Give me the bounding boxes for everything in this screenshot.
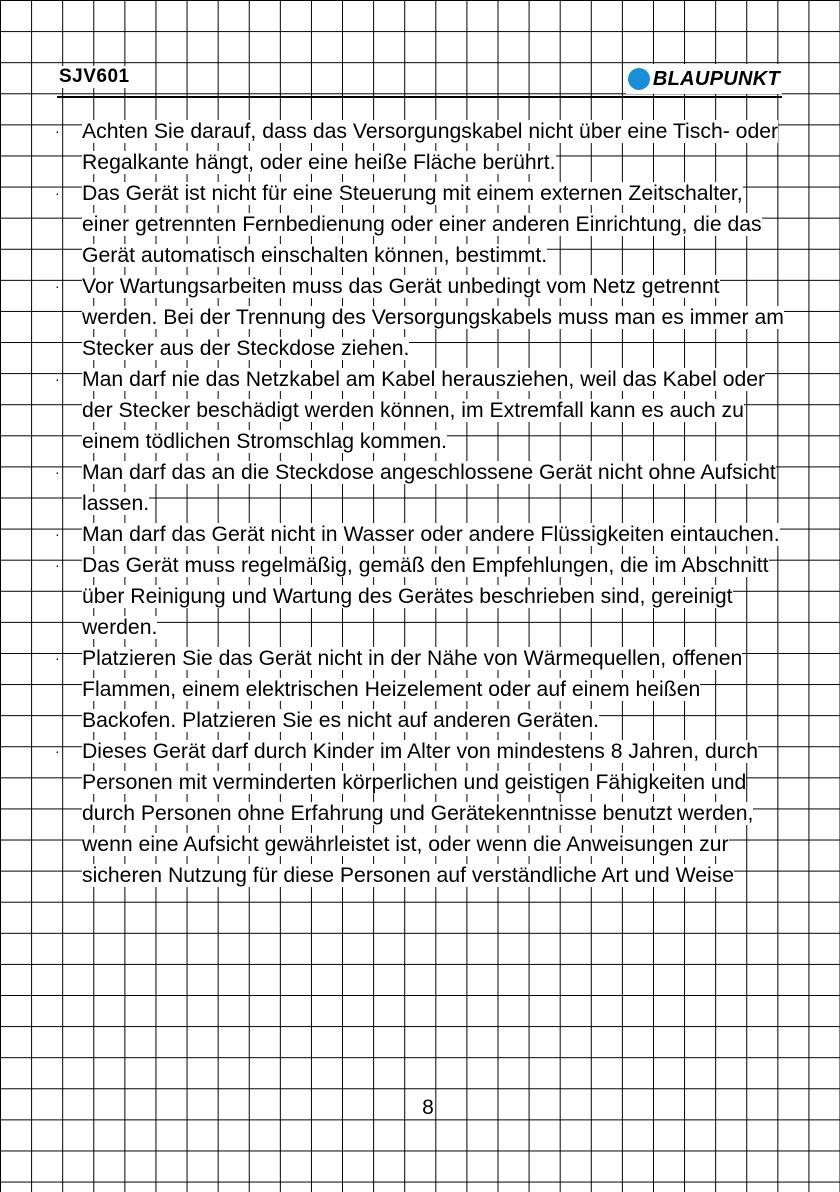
bullet-mark: · [55, 650, 60, 666]
list-item-text: Dieses Gerät darf durch Kinder im Alter von mindestens 8 Jahren, durch Personen mit verminderten körperlichen und geistigen Fähigkeiten und durch Personen ohne Erfahrung und Gerätekenntnisse benutzt werden, wenn eine Aufsicht gewährleistet ist, oder wenn die Anweisungen zur sicheren Nutzung für diese Personen auf verständliche Art und Weise [82, 740, 758, 887]
bullet-mark: · [55, 557, 60, 573]
bullet-mark: · [55, 123, 60, 139]
list-item-text: Platzieren Sie das Gerät nicht in der Nähe von Wärmequellen, offenen Flammen, einem elektrischen Heizelement oder auf einem heißen Backofen. Platzieren Sie es nicht auf anderen Geräten. [82, 647, 743, 732]
page-header [57, 64, 782, 98]
list-item [55, 457, 790, 519]
list-item-text: Man darf das an die Steckdose angeschlossene Gerät nicht ohne Aufsicht lassen. [82, 461, 776, 515]
list-item [55, 364, 790, 457]
list-item-text: Vor Wartungsarbeiten muss das Gerät unbedingt vom Netz getrennt werden. Bei der Trennung des Versorgungskabels muss man es immer am Stecker aus der Steckdose ziehen. [82, 275, 784, 360]
list-item [55, 178, 790, 271]
safety-instructions-list [55, 116, 790, 891]
brand-name: BLAUPUNKT [652, 67, 780, 90]
model-number: SJV601 [59, 66, 130, 87]
bullet-mark: · [55, 526, 60, 542]
list-item-text: Achten Sie darauf, dass das Versorgungskabel nicht über eine Tisch- oder Regalkante hängt, oder eine heiße Fläche berührt. [82, 120, 779, 174]
list-item-text: Das Gerät ist nicht für eine Steuerung mit einem externen Zeitschalter, einer getrennten Fernbedienung oder einer anderen Einrichtung, die das Gerät automatisch einschalten können, bestimmt. [82, 182, 762, 267]
bullet-mark: · [55, 278, 60, 294]
list-item [55, 271, 790, 364]
bullet-mark: · [55, 185, 60, 201]
bullet-mark: · [55, 743, 60, 759]
brand-logo [626, 64, 782, 94]
list-item [55, 116, 790, 178]
list-item-text: Das Gerät muss regelmäßig, gemäß den Empfehlungen, die im Abschnitt über Reinigung und Wartung des Gerätes beschrieben sind, gereinigt werden. [82, 554, 769, 639]
brand-dot-icon [628, 68, 650, 90]
list-item [55, 736, 790, 891]
page-number: 8 [422, 1096, 434, 1119]
bullet-mark: · [55, 464, 60, 480]
list-item-text: Man darf nie das Netzkabel am Kabel herausziehen, weil das Kabel oder der Stecker beschädigt werden können, im Extremfall kann es auch zu einem tödlichen Stromschlag kommen. [82, 368, 766, 453]
bullet-mark: · [55, 371, 60, 387]
list-item [55, 550, 790, 643]
list-item [55, 643, 790, 736]
list-item-text: Man darf das Gerät nicht in Wasser oder andere Flüssigkeiten eintauchen. [82, 523, 780, 546]
list-item [55, 519, 790, 550]
